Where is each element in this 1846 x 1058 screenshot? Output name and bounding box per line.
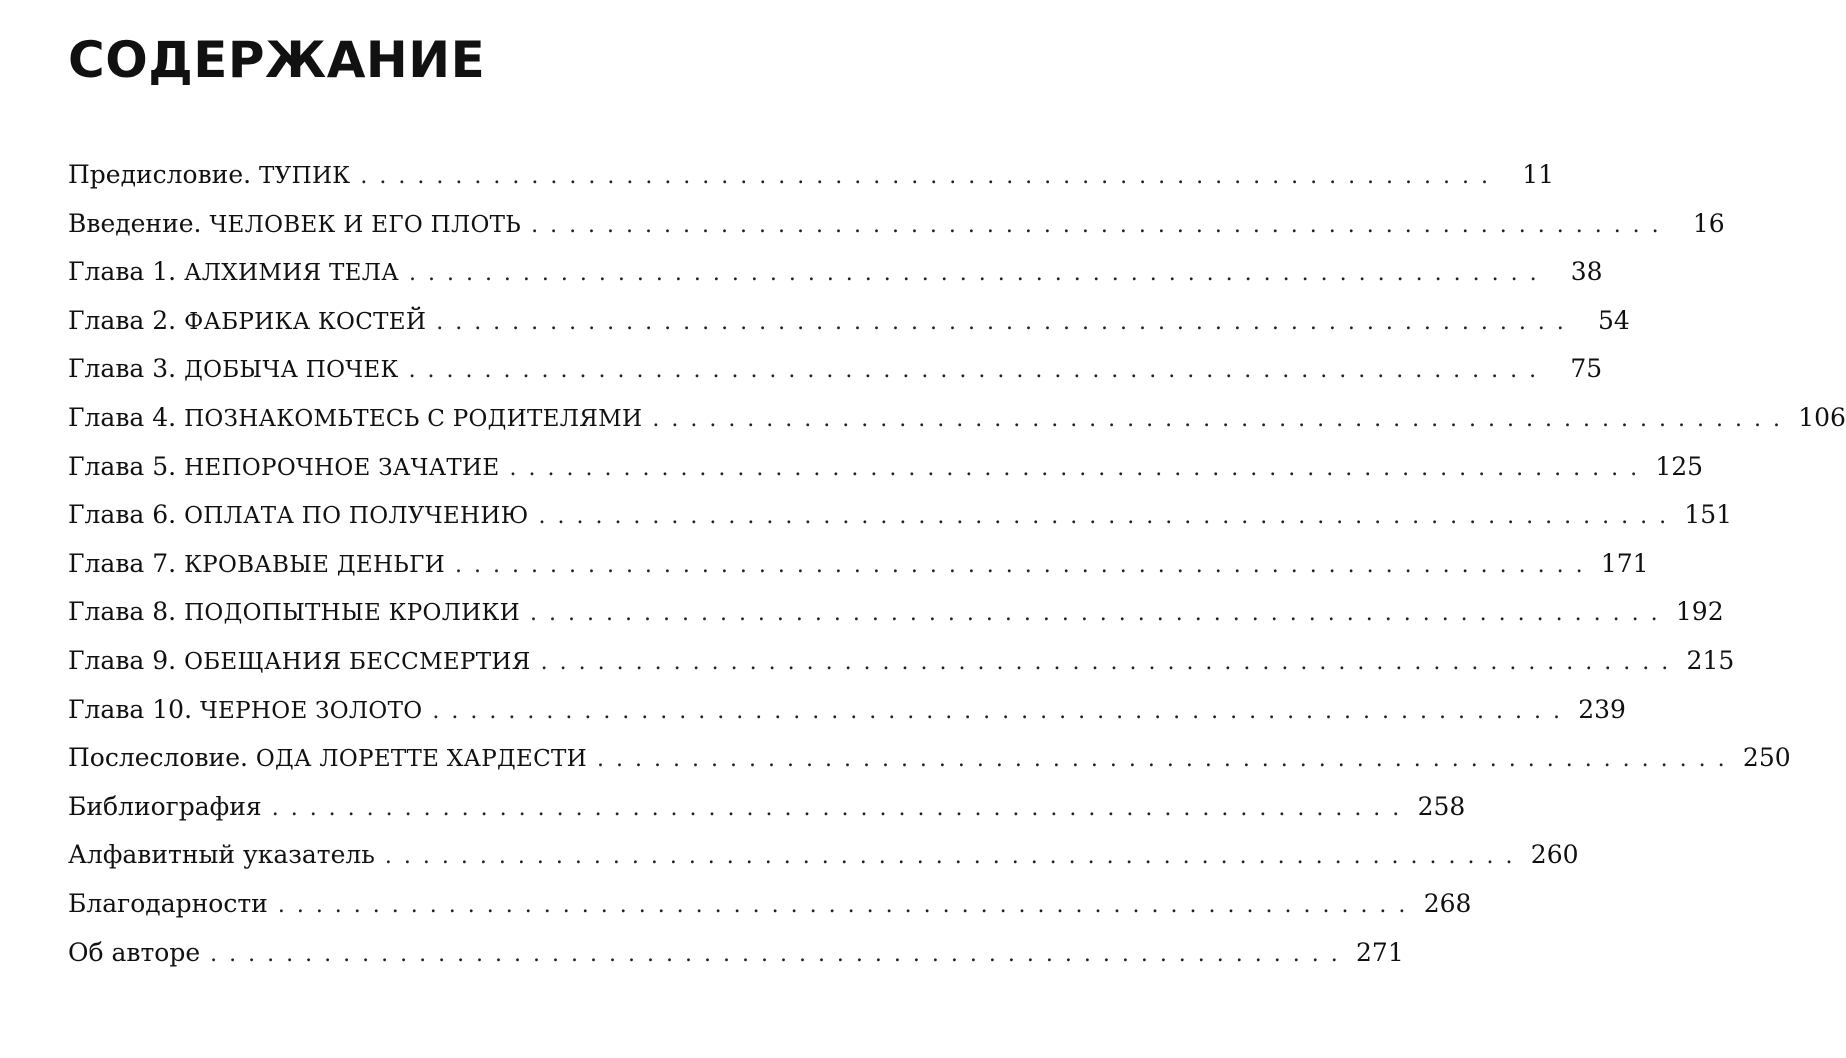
entry-label: Предисловие. bbox=[68, 160, 252, 189]
dot-leader: ............................................................ bbox=[384, 844, 1525, 870]
page-number: 125 bbox=[1655, 451, 1704, 481]
toc-entry[interactable] bbox=[68, 500, 1733, 549]
dot-leader: ............................................................ bbox=[597, 747, 1737, 773]
entry-title: ОПЛАТА ПО ПОЛУЧЕНИЮ bbox=[184, 503, 529, 530]
dot-leader: ............................................................ bbox=[652, 406, 1792, 432]
dot-leader: ............................................................ bbox=[360, 164, 1501, 189]
dot-leader: ............................................................ bbox=[271, 795, 1412, 821]
toc-entry[interactable] bbox=[68, 548, 1649, 598]
entry-title: ЧЕЛОВЕК И ЕГО ПЛОТЬ bbox=[209, 211, 522, 238]
dot-leader: ............................................................ bbox=[436, 309, 1576, 335]
entry-label: Глава 7. bbox=[68, 548, 177, 578]
page-number: 260 bbox=[1530, 840, 1579, 870]
entry-title: ДОБЫЧА ПОЧЕК bbox=[184, 357, 399, 384]
toc-entry[interactable] bbox=[68, 257, 1603, 306]
page-number: 16 bbox=[1692, 208, 1725, 238]
toc-entry[interactable] bbox=[68, 937, 1404, 987]
entry-label: Глава 8. bbox=[68, 597, 177, 627]
page-number: 75 bbox=[1570, 354, 1603, 384]
page-number: 11 bbox=[1522, 160, 1555, 189]
page-number: 106 bbox=[1798, 402, 1846, 432]
toc-entry[interactable] bbox=[68, 208, 1725, 258]
entry-label: Глава 4. bbox=[68, 402, 177, 432]
entry-label: Благодарности bbox=[68, 888, 268, 918]
page-number: 151 bbox=[1684, 500, 1733, 530]
page-number: 54 bbox=[1597, 305, 1630, 335]
entry-label: Глава 6. bbox=[68, 500, 177, 530]
dot-leader: ............................................................ bbox=[455, 552, 1595, 578]
entry-title: АЛХИМИЯ ТЕЛА bbox=[184, 260, 399, 287]
page-title: СОДЕРЖАНИЕ bbox=[68, 31, 486, 89]
entry-title: ОДА ЛОРЕТТЕ ХАРДЕСТИ bbox=[255, 746, 588, 773]
entry-title: ПОДОПЫТНЫЕ КРОЛИКИ bbox=[184, 600, 521, 627]
page-number: 215 bbox=[1686, 645, 1735, 675]
toc-entry[interactable] bbox=[68, 694, 1626, 744]
toc-entry[interactable] bbox=[68, 645, 1735, 695]
entry-label: Глава 9. bbox=[68, 645, 177, 675]
entry-title: ФАБРИКА КОСТЕЙ bbox=[184, 308, 427, 335]
toc-entry[interactable] bbox=[68, 354, 1603, 403]
entry-title: ОБЕЩАНИЯ БЕССМЕРТИЯ bbox=[184, 648, 531, 675]
entry-label: Глава 5. bbox=[68, 451, 177, 481]
entry-title: ПОЗНАКОМЬТЕСЬ С РОДИТЕЛЯМИ bbox=[184, 405, 643, 432]
toc-entry[interactable] bbox=[68, 597, 1724, 646]
dot-leader: ............................................................ bbox=[531, 212, 1671, 238]
entry-title: ЧЕРНОЕ ЗОЛОТО bbox=[199, 697, 423, 724]
entry-label: Алфавитный указатель bbox=[68, 840, 375, 870]
toc-entry[interactable] bbox=[68, 888, 1472, 938]
toc-entry[interactable] bbox=[68, 305, 1630, 355]
page-number: 192 bbox=[1675, 597, 1724, 627]
toc-entry[interactable] bbox=[68, 451, 1704, 501]
page-number: 239 bbox=[1578, 694, 1626, 724]
page-number: 271 bbox=[1356, 937, 1404, 967]
page-number: 268 bbox=[1423, 888, 1472, 918]
page-number: 38 bbox=[1570, 257, 1603, 287]
entry-label: Глава 1. bbox=[68, 257, 177, 287]
entry-label: Послесловие. bbox=[68, 743, 248, 773]
entry-label: Введение. bbox=[68, 208, 202, 238]
toc-entry[interactable] bbox=[68, 791, 1466, 841]
toc-entry[interactable] bbox=[68, 743, 1791, 792]
entry-label: Глава 10. bbox=[68, 694, 193, 724]
dot-leader: ............................................................ bbox=[408, 261, 1549, 287]
entry-title: НЕПОРОЧНОЕ ЗАЧАТИЕ bbox=[184, 454, 500, 481]
dot-leader: ............................................................ bbox=[408, 358, 1549, 384]
toc-entry[interactable] bbox=[68, 402, 1846, 452]
entry-title: ТУПИК bbox=[259, 163, 351, 189]
entry-label: Библиография bbox=[68, 791, 262, 821]
dot-leader: ............................................................ bbox=[432, 698, 1572, 724]
dot-leader: ............................................................ bbox=[509, 455, 1650, 481]
toc-entry[interactable] bbox=[68, 840, 1579, 889]
dot-leader: ............................................................ bbox=[538, 504, 1679, 530]
dot-leader: ............................................................ bbox=[210, 941, 1350, 967]
entry-label: Об авторе bbox=[68, 937, 201, 967]
entry-label: Глава 2. bbox=[68, 305, 177, 335]
dot-leader: ............................................................ bbox=[530, 601, 1670, 627]
table-of-contents bbox=[68, 160, 1846, 986]
entry-label: Глава 3. bbox=[68, 354, 177, 384]
page-number: 250 bbox=[1742, 743, 1791, 773]
dot-leader: ............................................................ bbox=[540, 649, 1681, 675]
page-number: 258 bbox=[1417, 791, 1466, 821]
toc-entry[interactable] bbox=[68, 160, 1555, 209]
dot-leader: ............................................................ bbox=[277, 892, 1418, 918]
page-number: 171 bbox=[1600, 548, 1649, 578]
entry-title: КРОВАВЫЕ ДЕНЬГИ bbox=[184, 551, 445, 578]
